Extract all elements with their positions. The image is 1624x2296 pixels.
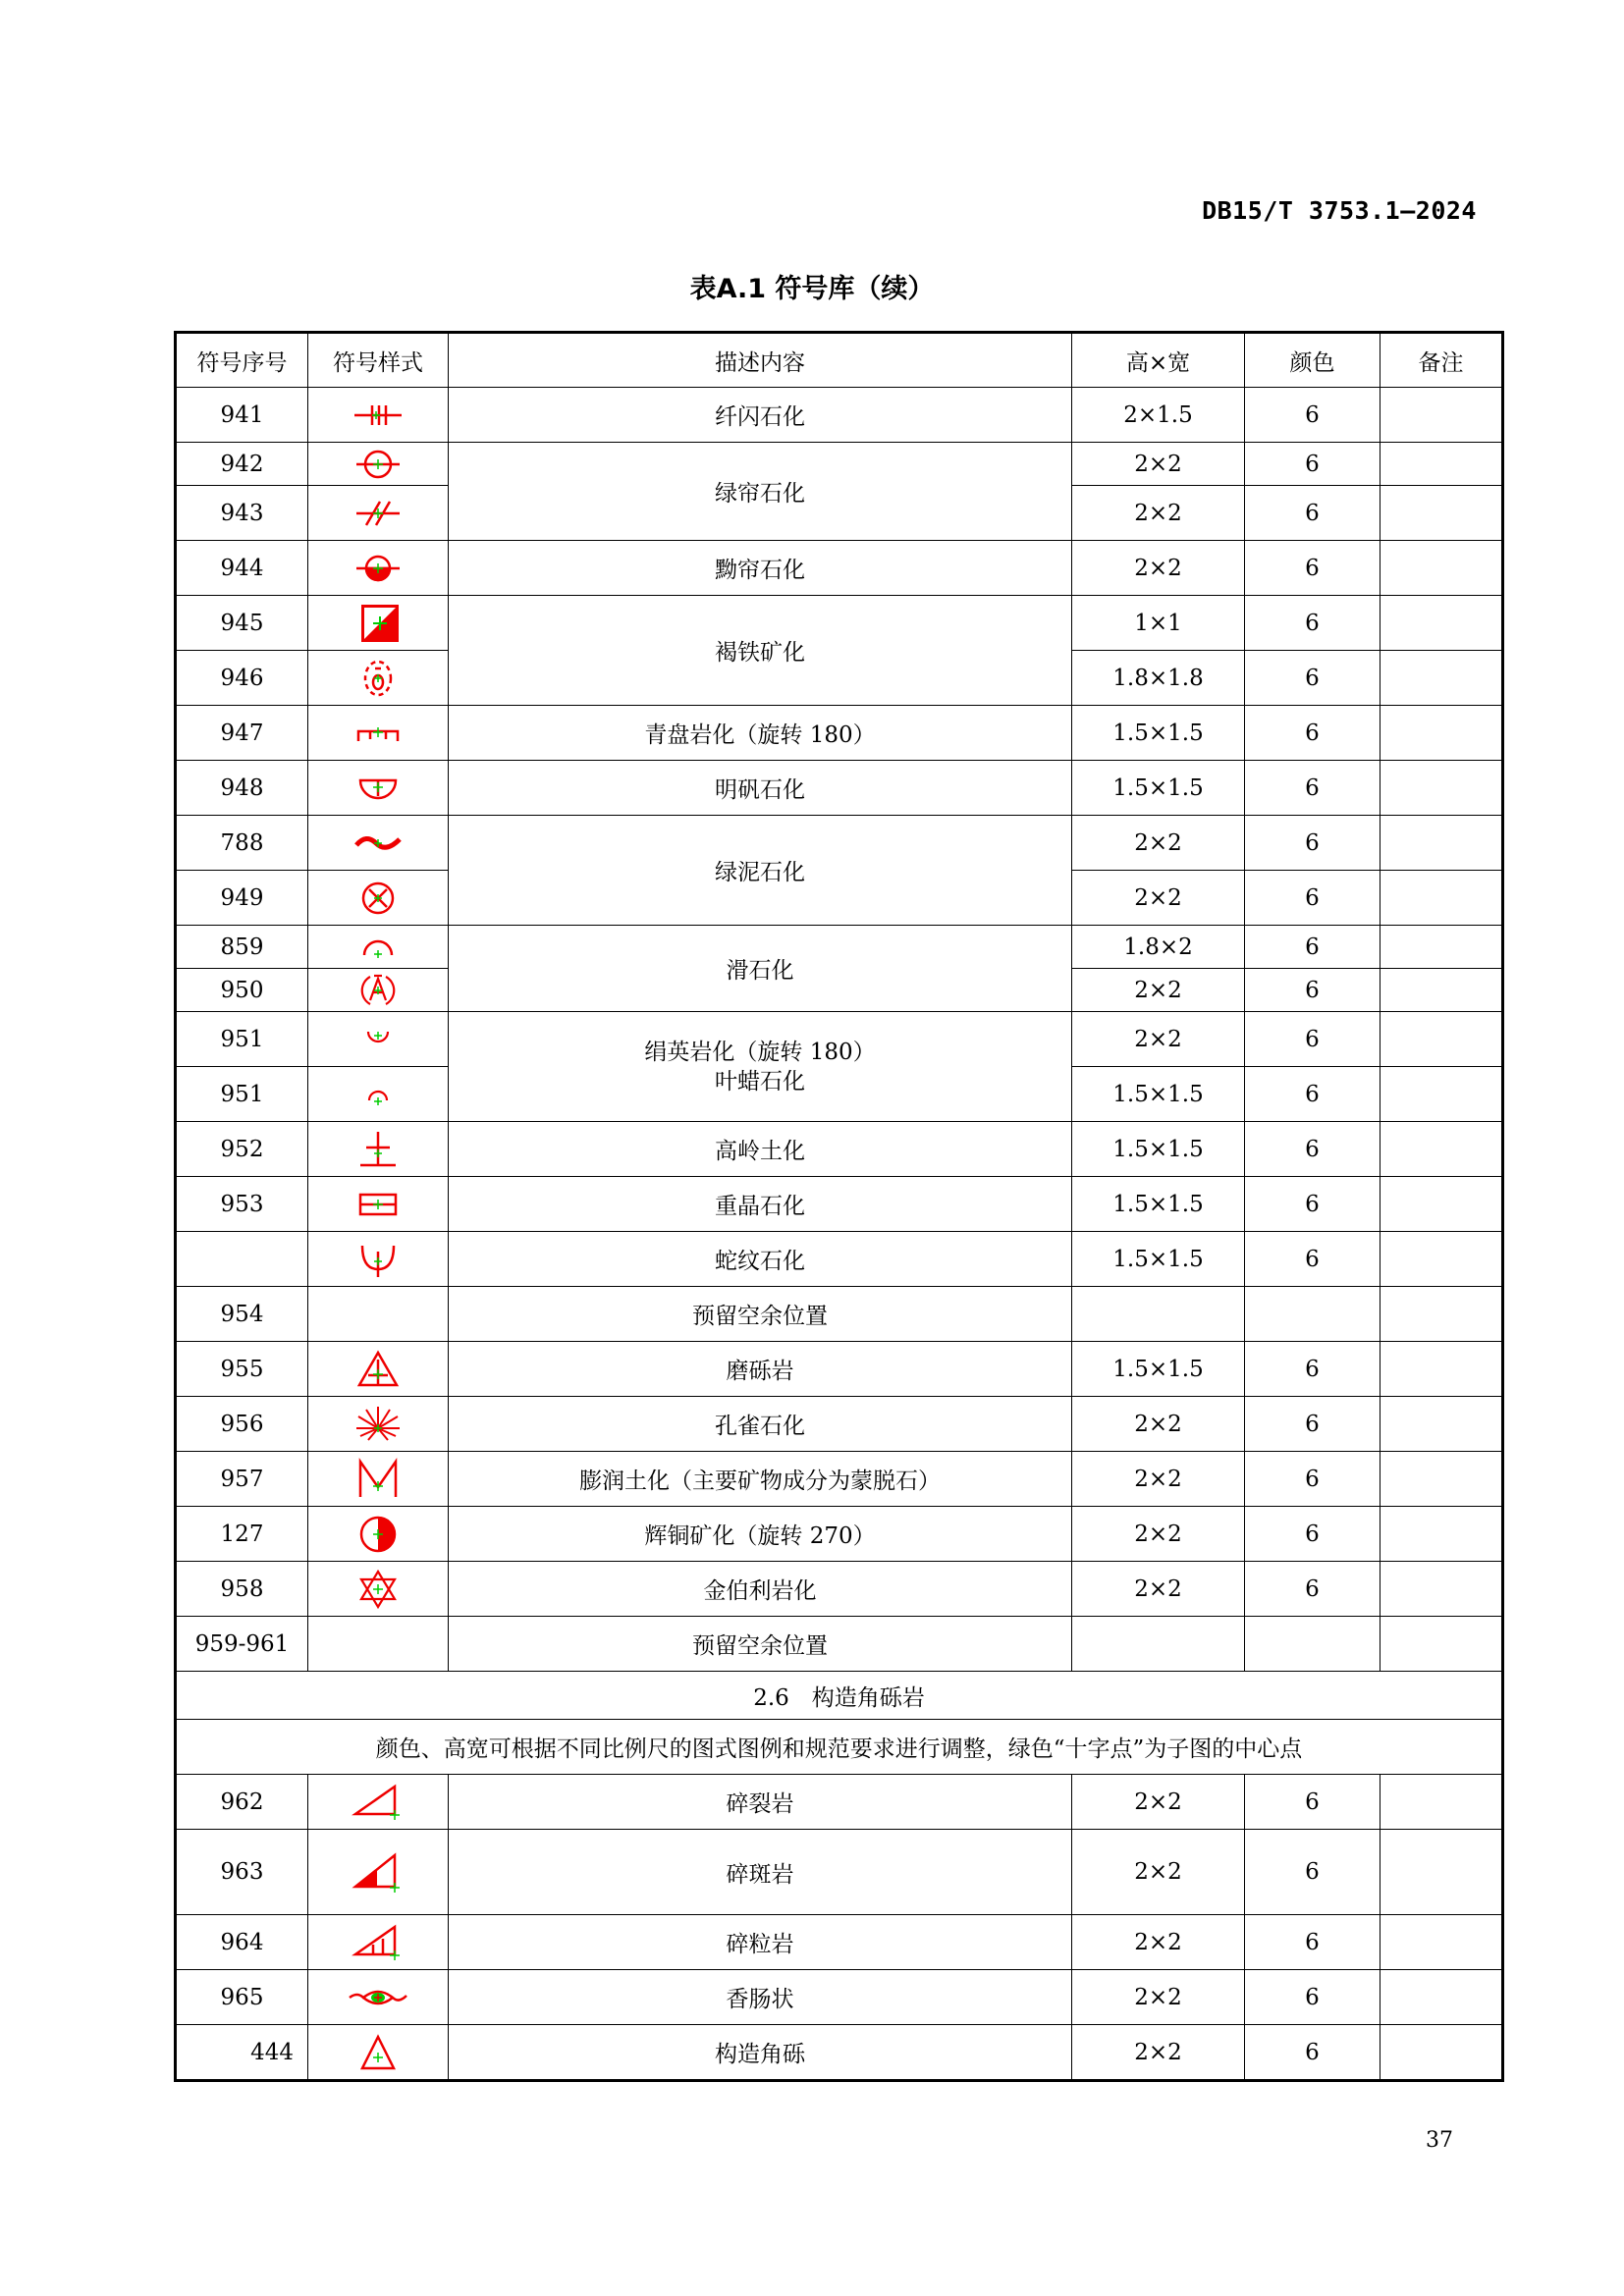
row-size: 2×2 (1072, 486, 1245, 541)
section-title: 2.6 构造角砾岩 (176, 1672, 1503, 1720)
row-color: 6 (1245, 1452, 1380, 1507)
row-color: 6 (1245, 1012, 1380, 1067)
row-desc: 香肠状 (449, 1970, 1072, 2025)
row-size: 1.5×1.5 (1072, 1122, 1245, 1177)
row-size: 1.5×1.5 (1072, 761, 1245, 816)
half-circle-symbol-icon (349, 769, 407, 808)
row-color: 6 (1245, 1830, 1380, 1915)
row-id: 942 (176, 443, 308, 486)
row-color: 6 (1245, 871, 1380, 926)
row-id: 958 (176, 1562, 308, 1617)
row-color: 6 (1245, 1067, 1380, 1122)
row-remark (1380, 2025, 1503, 2081)
row-size: 1×1 (1072, 596, 1245, 651)
row-desc: 构造角砾 (449, 2025, 1072, 2081)
circle-cross-symbol-icon (349, 445, 407, 484)
row-id: 941 (176, 388, 308, 443)
row-size: 2×2 (1072, 816, 1245, 871)
col-header-id: 符号序号 (176, 333, 308, 388)
fan-symbol-icon (349, 1403, 407, 1446)
row-id: 127 (176, 1507, 308, 1562)
row-size: 1.5×1.5 (1072, 1232, 1245, 1287)
row-desc: 黝帘石化 (449, 541, 1072, 596)
row-id: 965 (176, 1970, 308, 2025)
row-remark (1380, 1775, 1503, 1830)
col-header-symbol: 符号样式 (308, 333, 449, 388)
row-desc: 滑石化 (449, 926, 1072, 1012)
row-color: 6 (1245, 969, 1380, 1012)
table-row (176, 1830, 1503, 1915)
row-desc: 预留空余位置 (449, 1287, 1072, 1342)
row-id: 962 (176, 1775, 308, 1830)
row-desc: 辉铜矿化（旋转 270） (449, 1507, 1072, 1562)
row-size: 2×2 (1072, 1012, 1245, 1067)
table-row (176, 1915, 1503, 1970)
row-remark (1380, 651, 1503, 706)
row-remark (1380, 1915, 1503, 1970)
row-color: 6 (1245, 1397, 1380, 1452)
table-row (176, 2025, 1503, 2081)
row-size: 2×2 (1072, 1970, 1245, 2025)
row-size: 2×2 (1072, 2025, 1245, 2081)
row-id: 964 (176, 1915, 308, 1970)
row-id (176, 1232, 308, 1287)
row-id: 943 (176, 486, 308, 541)
circle-a-symbol-icon (349, 971, 407, 1010)
row-remark (1380, 1452, 1503, 1507)
row-size: 2×2 (1072, 969, 1245, 1012)
table-row (176, 541, 1503, 596)
table-row (176, 1970, 1503, 2025)
row-remark (1380, 486, 1503, 541)
row-remark (1380, 1830, 1503, 1915)
row-color: 6 (1245, 1507, 1380, 1562)
filled-square-symbol-icon (349, 602, 407, 645)
row-color: 6 (1245, 651, 1380, 706)
row-id: 963 (176, 1830, 308, 1915)
row-id: 444 (176, 2025, 308, 2081)
row-remark (1380, 1507, 1503, 1562)
row-size: 2×1.5 (1072, 388, 1245, 443)
row-id: 952 (176, 1122, 308, 1177)
row-remark (1380, 761, 1503, 816)
row-desc: 碎裂岩 (449, 1775, 1072, 1830)
row-color: 6 (1245, 1122, 1380, 1177)
row-desc: 碎粒岩 (449, 1915, 1072, 1970)
earth-symbol-icon (349, 1128, 407, 1171)
row-desc: 明矾石化 (449, 761, 1072, 816)
table-row (176, 1342, 1503, 1397)
fiber-symbol-icon (349, 396, 407, 435)
row-id: 954 (176, 1287, 308, 1342)
row-size: 1.5×1.5 (1072, 706, 1245, 761)
table-row (176, 1775, 1503, 1830)
row-color: 6 (1245, 1915, 1380, 1970)
row-remark (1380, 1067, 1503, 1122)
row-color: 6 (1245, 1342, 1380, 1397)
row-remark (1380, 541, 1503, 596)
table-row (176, 1562, 1503, 1617)
cup-symbol-icon (349, 1238, 407, 1281)
row-remark (1380, 388, 1503, 443)
row-color: 6 (1245, 1177, 1380, 1232)
row-desc: 绢英岩化（旋转 180） (644, 1039, 876, 1065)
row-size (1072, 1617, 1245, 1672)
row-size: 2×2 (1072, 1452, 1245, 1507)
row-id: 951 (176, 1012, 308, 1067)
col-header-desc: 描述内容 (449, 333, 1072, 388)
row-remark (1380, 1122, 1503, 1177)
half-black-circle-symbol-icon (349, 1513, 407, 1556)
row-color: 6 (1245, 388, 1380, 443)
col-header-size: 高×宽 (1072, 333, 1245, 388)
table-row (176, 1287, 1503, 1342)
row-color: 6 (1245, 1775, 1380, 1830)
row-desc: 绿帘石化 (449, 443, 1072, 541)
row-id: 944 (176, 541, 308, 596)
row-size: 1.8×1.8 (1072, 651, 1245, 706)
row-size: 1.5×1.5 (1072, 1342, 1245, 1397)
row-size: 2×2 (1072, 1830, 1245, 1915)
section-note: 颜色、高宽可根据不同比例尺的图式图例和规范要求进行调整，绿色“十字点”为子图的中心点 (176, 1720, 1503, 1775)
triangle-symbol-icon (349, 1348, 407, 1391)
row-color: 6 (1245, 443, 1380, 486)
star-of-david-symbol-icon (349, 1568, 407, 1611)
row-size (1072, 1287, 1245, 1342)
table-title: 表A.1 符号库（续） (689, 274, 935, 304)
note-row (176, 1720, 1503, 1775)
table-row (176, 1012, 1503, 1067)
row-remark (1380, 1177, 1503, 1232)
row-id: 948 (176, 761, 308, 816)
row-desc: 碎斑岩 (449, 1830, 1072, 1915)
row-id: 945 (176, 596, 308, 651)
row-id: 951 (176, 1067, 308, 1122)
arc-symbol-icon (349, 930, 407, 965)
row-desc: 膨润土化（主要矿物成分为蒙脱石） (449, 1452, 1072, 1507)
row-remark (1380, 1617, 1503, 1672)
row-color (1245, 1617, 1380, 1672)
row-size: 2×2 (1072, 541, 1245, 596)
dashed-oval-symbol-icon (349, 657, 407, 700)
slash-cross-symbol-icon (349, 494, 407, 533)
row-size: 2×2 (1072, 1507, 1245, 1562)
table-row (176, 596, 1503, 651)
row-desc: 孔雀石化 (449, 1397, 1072, 1452)
wave-symbol-icon (349, 824, 407, 863)
row-color: 6 (1245, 1562, 1380, 1617)
row-color: 6 (1245, 486, 1380, 541)
row-size: 2×2 (1072, 1915, 1245, 1970)
ticked-right-triangle-symbol-icon (344, 1921, 412, 1964)
table-row (176, 443, 1503, 486)
table-row (176, 1397, 1503, 1452)
row-remark (1380, 871, 1503, 926)
table-row (176, 1617, 1503, 1672)
row-size: 1.5×1.5 (1072, 1177, 1245, 1232)
table-row (176, 388, 1503, 443)
circle-x-symbol-icon (349, 879, 407, 918)
table-row (176, 1507, 1503, 1562)
row-id: 788 (176, 816, 308, 871)
eye-symbol-icon (344, 1978, 412, 2017)
half-filled-circle-symbol-icon (349, 549, 407, 588)
row-color: 6 (1245, 1232, 1380, 1287)
row-color: 6 (1245, 596, 1380, 651)
row-remark (1380, 596, 1503, 651)
row-size: 1.8×2 (1072, 926, 1245, 969)
row-size: 2×2 (1072, 1775, 1245, 1830)
row-desc: 高岭土化 (449, 1122, 1072, 1177)
row-id: 859 (176, 926, 308, 969)
row-desc: 预留空余位置 (449, 1617, 1072, 1672)
row-color: 6 (1245, 2025, 1380, 2081)
row-id: 953 (176, 1177, 308, 1232)
row-color (1245, 1287, 1380, 1342)
table-row (176, 761, 1503, 816)
row-id: 949 (176, 871, 308, 926)
row-id: 955 (176, 1342, 308, 1397)
row-remark (1380, 1562, 1503, 1617)
row-size: 2×2 (1072, 1562, 1245, 1617)
table-row (176, 1177, 1503, 1232)
table-header-row (176, 333, 1503, 388)
col-header-remark: 备注 (1380, 333, 1503, 388)
row-id: 959-961 (176, 1617, 308, 1672)
row-id: 950 (176, 969, 308, 1012)
row-size: 2×2 (1072, 871, 1245, 926)
row-size: 2×2 (1072, 1397, 1245, 1452)
row-remark (1380, 706, 1503, 761)
row-remark (1380, 1342, 1503, 1397)
row-desc: 青盘岩化（旋转 180） (449, 706, 1072, 761)
right-triangle-symbol-icon (344, 1781, 412, 1824)
table-row (176, 1122, 1503, 1177)
filled-right-triangle-symbol-icon (344, 1847, 412, 1896)
row-remark (1380, 969, 1503, 1012)
row-desc: 叶蜡石化 (715, 1068, 805, 1095)
row-id: 957 (176, 1452, 308, 1507)
small-arc-symbol-icon (349, 1077, 407, 1112)
lower-arc-symbol-icon (349, 1022, 407, 1057)
table-row (176, 926, 1503, 969)
col-header-color: 颜色 (1245, 333, 1380, 388)
bracket-symbol-icon (349, 714, 407, 753)
row-remark (1380, 443, 1503, 486)
table-row (176, 816, 1503, 871)
row-remark (1380, 816, 1503, 871)
row-color: 6 (1245, 1970, 1380, 2025)
table-row (176, 1452, 1503, 1507)
row-color: 6 (1245, 816, 1380, 871)
symbol-table (174, 331, 1504, 2082)
row-remark (1380, 1397, 1503, 1452)
row-desc: 绿泥石化 (449, 816, 1072, 926)
row-size: 1.5×1.5 (1072, 1067, 1245, 1122)
row-remark (1380, 1012, 1503, 1067)
row-color: 6 (1245, 541, 1380, 596)
row-desc: 褐铁矿化 (449, 596, 1072, 706)
table-row (176, 706, 1503, 761)
row-size: 2×2 (1072, 443, 1245, 486)
row-id: 956 (176, 1397, 308, 1452)
row-desc: 重晶石化 (449, 1177, 1072, 1232)
row-color: 6 (1245, 761, 1380, 816)
row-desc: 磨砾岩 (449, 1342, 1072, 1397)
small-triangle-symbol-icon (349, 2031, 407, 2074)
row-id: 947 (176, 706, 308, 761)
row-remark (1380, 1232, 1503, 1287)
document-code: DB15/T 3753.1—2024 (1202, 196, 1477, 225)
row-color: 6 (1245, 706, 1380, 761)
row-remark (1380, 926, 1503, 969)
row-remark (1380, 1970, 1503, 2025)
row-desc: 纤闪石化 (449, 388, 1072, 443)
row-desc: 蛇纹石化 (449, 1232, 1072, 1287)
page-number: 37 (1426, 2128, 1453, 2153)
section-row (176, 1672, 1503, 1720)
table-row (176, 1232, 1503, 1287)
row-color: 6 (1245, 926, 1380, 969)
split-rect-symbol-icon (349, 1185, 407, 1224)
row-remark (1380, 1287, 1503, 1342)
row-id: 946 (176, 651, 308, 706)
m-symbol-icon (349, 1458, 407, 1501)
row-desc: 金伯利岩化 (449, 1562, 1072, 1617)
